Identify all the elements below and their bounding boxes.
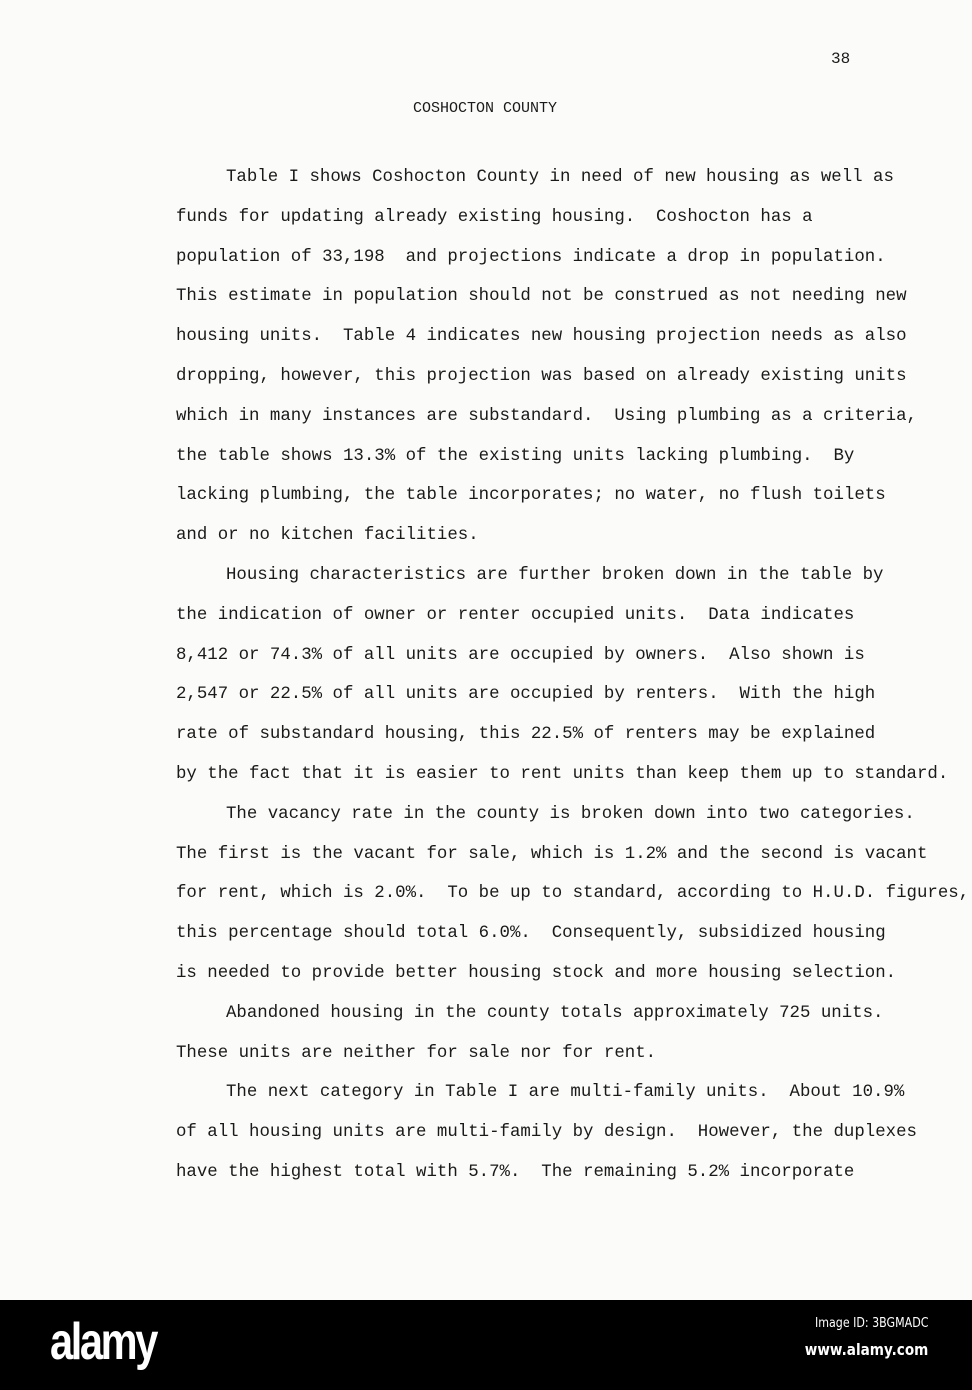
paragraph-line: the indication of owner or renter occupied units. Data indicates	[176, 605, 855, 625]
page-number: 38	[831, 50, 851, 68]
alamy-logo: alamy	[50, 1313, 156, 1371]
paragraph-line: Housing characteristics are further broken down in the table by	[226, 565, 884, 585]
paragraph-line: The first is the vacant for sale, which is 1.2% and the second is vacant	[176, 844, 928, 864]
paragraph-line: This estimate in population should not be construed as not needing new	[176, 287, 907, 307]
paragraph-line: of all housing units are multi-family by design. However, the duplexes	[176, 1123, 917, 1143]
paragraph-line: this percentage should total 6.0%. Consequently, subsidized housing	[176, 924, 886, 944]
paragraph-line: the table shows 13.3% of the existing units lacking plumbing. By	[176, 446, 855, 466]
paragraph-line: have the highest total with 5.7%. The remaining 5.2% incorporate	[176, 1162, 855, 1182]
paragraph-line: Table I shows Coshocton County in need of new housing as well as	[226, 168, 894, 187]
paragraph-line: funds for updating already existing housing. Coshocton has a	[176, 207, 813, 227]
paragraph-line: The next category in Table I are multi-family units. About 10.9%	[226, 1083, 905, 1103]
paragraph-line: which in many instances are substandard. Using plumbing as a criteria,	[176, 406, 917, 426]
paragraph-line: lacking plumbing, the table incorporates; no water, no flush toilets	[176, 486, 886, 506]
paragraph-line: 8,412 or 74.3% of all units are occupied by owners. Also shown is	[176, 645, 865, 665]
paragraph-line: dropping, however, this projection was based on already existing units	[176, 366, 907, 386]
paragraph-line: Abandoned housing in the county totals approximately 725 units.	[226, 1003, 884, 1023]
paragraph-line: for rent, which is 2.0%. To be up to standard, according to H.U.D. figures,	[176, 884, 970, 904]
paragraph-line: The vacancy rate in the county is broken down into two categories.	[226, 804, 915, 824]
paragraph-line: is needed to provide better housing stock and more housing selection.	[176, 963, 897, 983]
paragraph-line: These units are neither for sale nor for rent.	[176, 1043, 657, 1063]
watermark-footer	[0, 1300, 972, 1390]
paragraph-line: rate of substandard housing, this 22.5% of renters may be explained	[176, 725, 876, 745]
paragraph-line: and or no kitchen facilities.	[176, 526, 479, 546]
document-body	[176, 158, 970, 1193]
paragraph-line: population of 33,198 and projections indicate a drop in population.	[176, 247, 886, 267]
watermark-url: www.alamy.com	[804, 1340, 928, 1359]
paragraph-line: by the fact that it is easier to rent units than keep them up to standard.	[176, 764, 949, 784]
paragraph-line: 2,547 or 22.5% of all units are occupied by renters. With the high	[176, 685, 876, 705]
paragraph-line: housing units. Table 4 indicates new housing projection needs as also	[176, 327, 907, 347]
page-title: COSHOCTON COUNTY	[413, 100, 558, 117]
image-id: Image ID: 3BGMADC	[814, 1316, 928, 1331]
